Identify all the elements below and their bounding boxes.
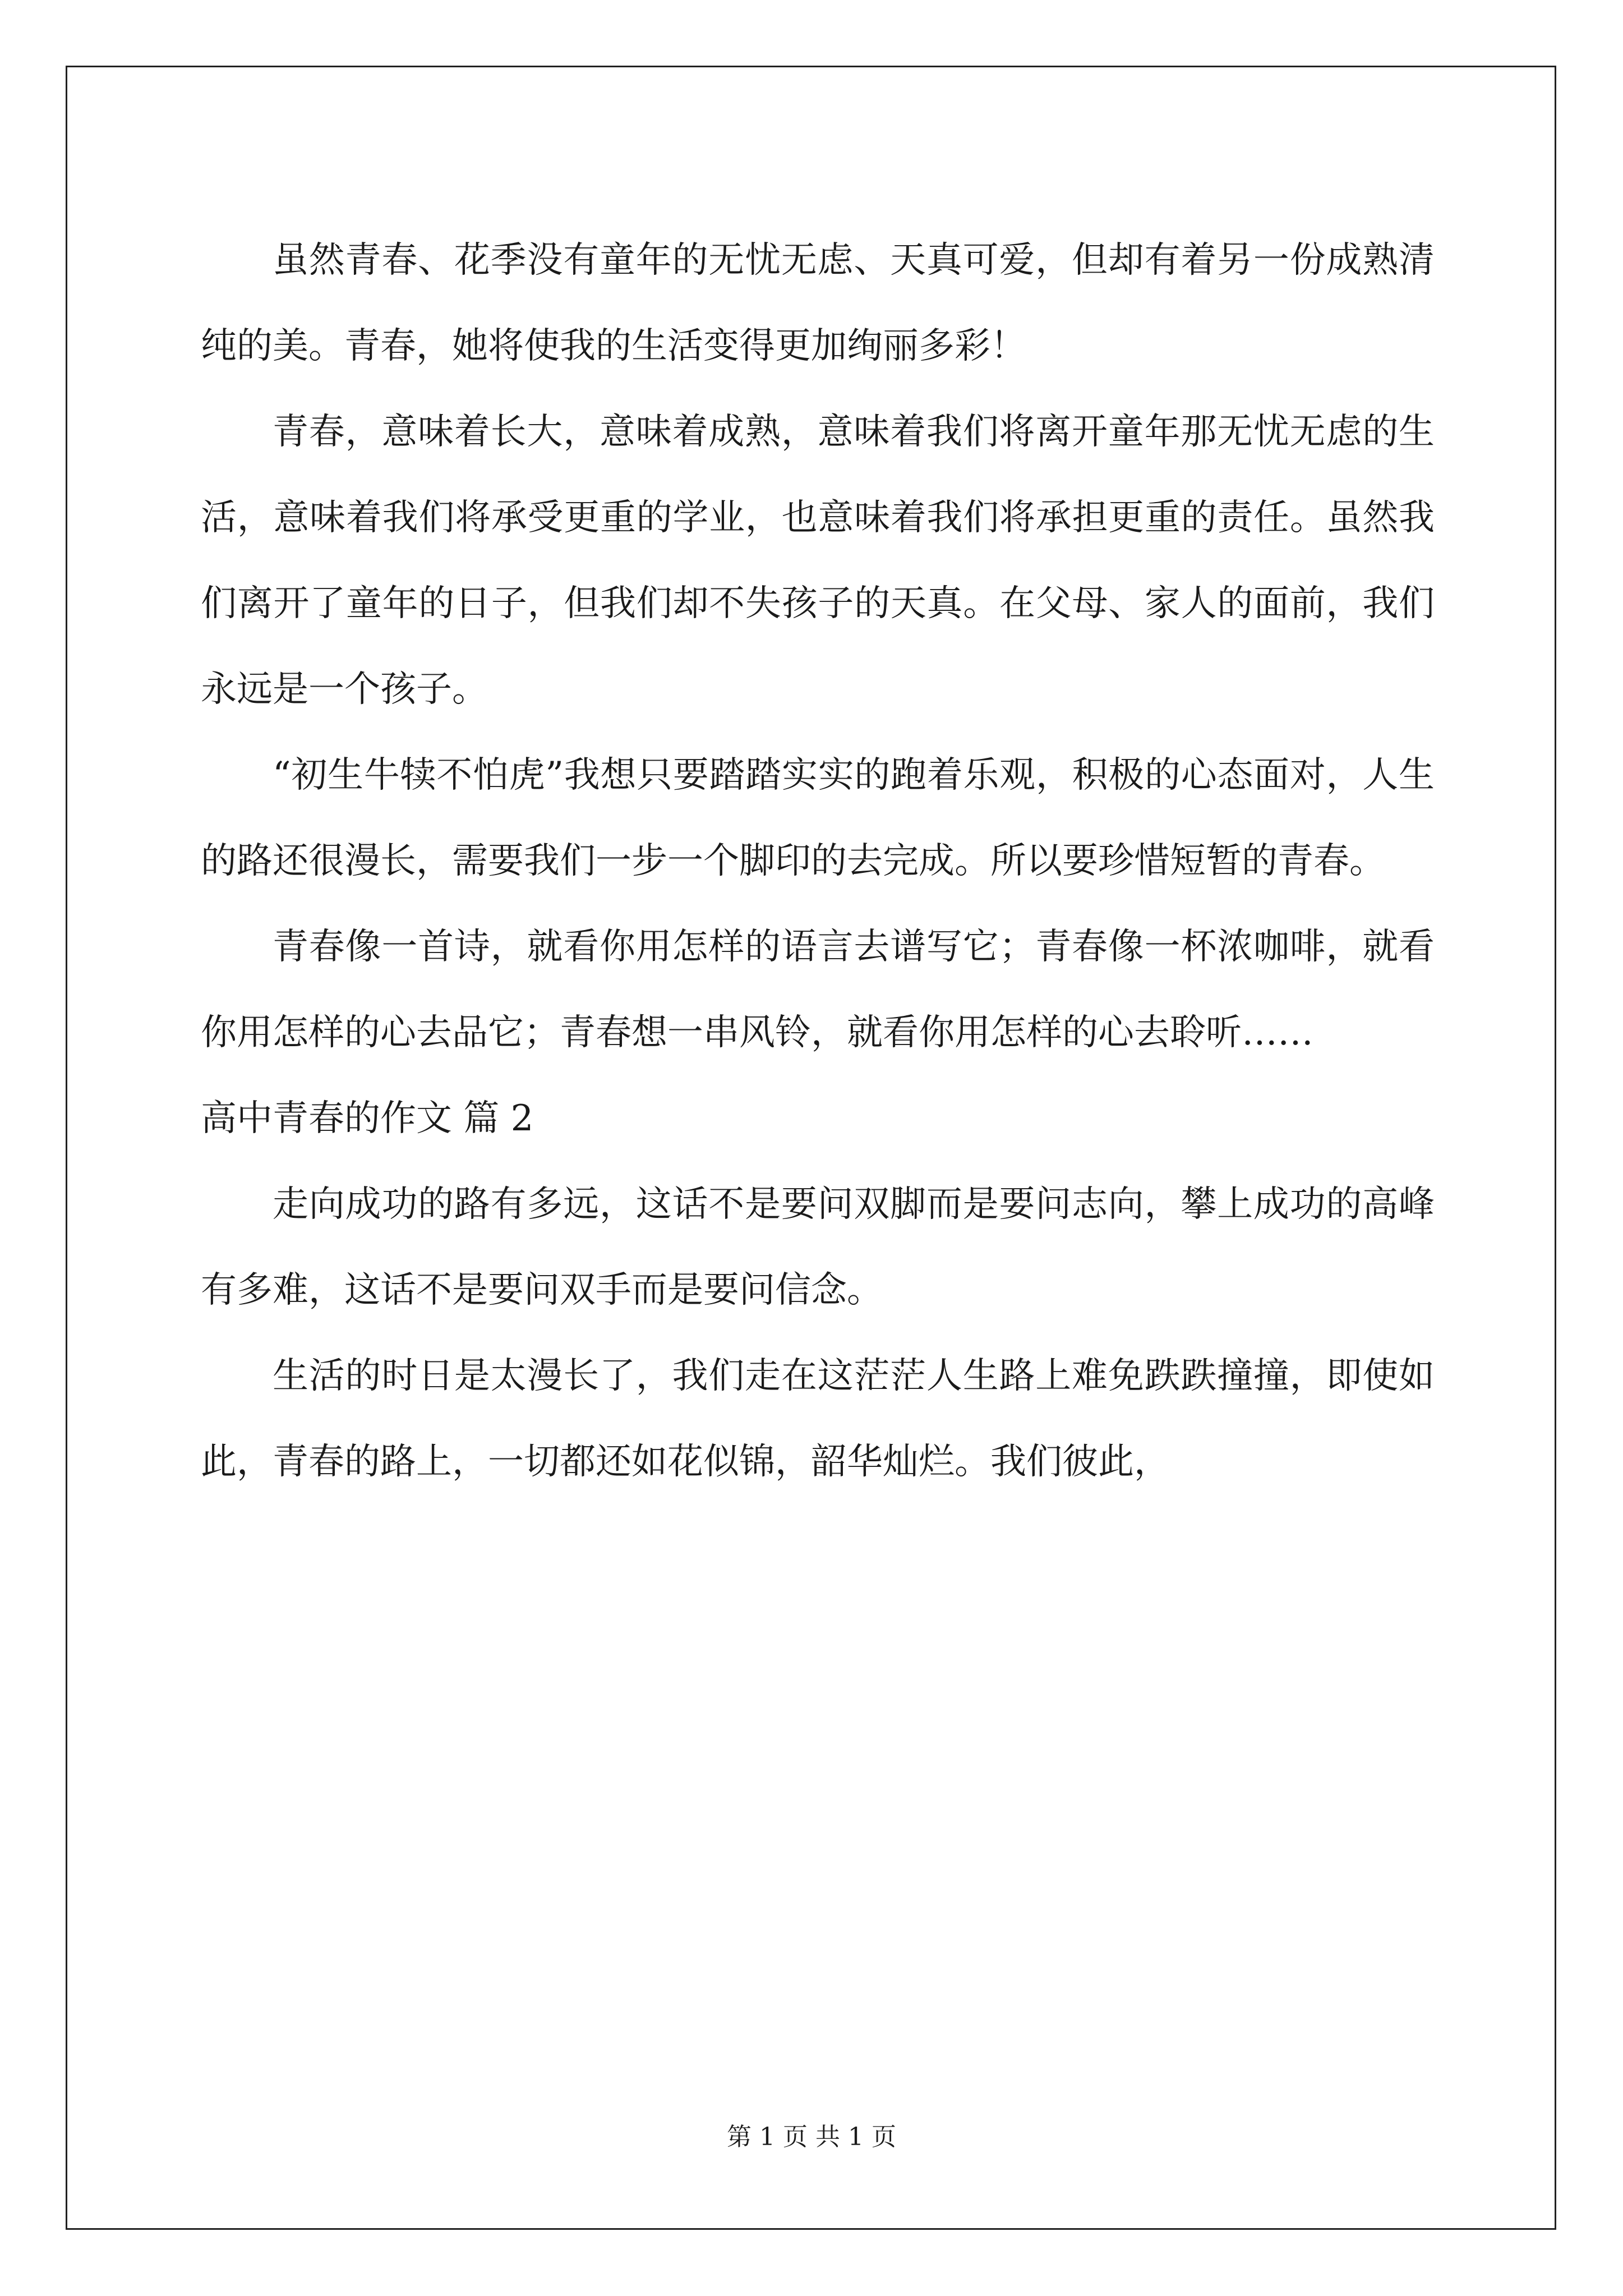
paragraph: “初生牛犊不怕虎”我想只要踏踏实实的跑着乐观，积极的心态面对，人生的路还很漫长，需要我们一步一个脚印的去完成。所以要珍惜短暂的青春。 (201, 754, 1435, 882)
section-heading: 高中青春的作文 篇 2 (201, 1098, 534, 1139)
page-footer: 第 1 页 共 1 页 (727, 2123, 896, 2151)
paragraph: 青春，意味着长大，意味着成熟，意味着我们将离开童年那无忧无虑的生活，意味着我们将承受更重的学业，也意味着我们将承担更重的责任。虽然我们离开了童年的日子，但我们却不失孩子的天真。在父母、家人的面前，我们永远是一个孩子。 (201, 411, 1435, 710)
paragraph: 虽然青春、花季没有童年的无忧无虑、天真可爱，但却有着另一份成熟清纯的美。青春，她将使我的生活变得更加绚丽多彩！ (201, 240, 1435, 367)
document-body (201, 218, 1435, 1505)
paragraph: 走向成功的路有多远，这话不是要问双脚而是要问志向，攀上成功的高峰有多难，这话不是要问双手而是要问信念。 (201, 1184, 1435, 1311)
paragraph: 生活的时日是太漫长了，我们走在这茫茫人生路上难免跌跌撞撞，即使如此，青春的路上，一切都还如花似锦，韶华灿烂。我们彼此， (201, 1355, 1435, 1483)
paragraph: 青春像一首诗，就看你用怎样的语言去谱写它；青春像一杯浓咖啡，就看你用怎样的心去品它；青春想一串风铃，就看你用怎样的心去聆听…… (201, 926, 1435, 1053)
